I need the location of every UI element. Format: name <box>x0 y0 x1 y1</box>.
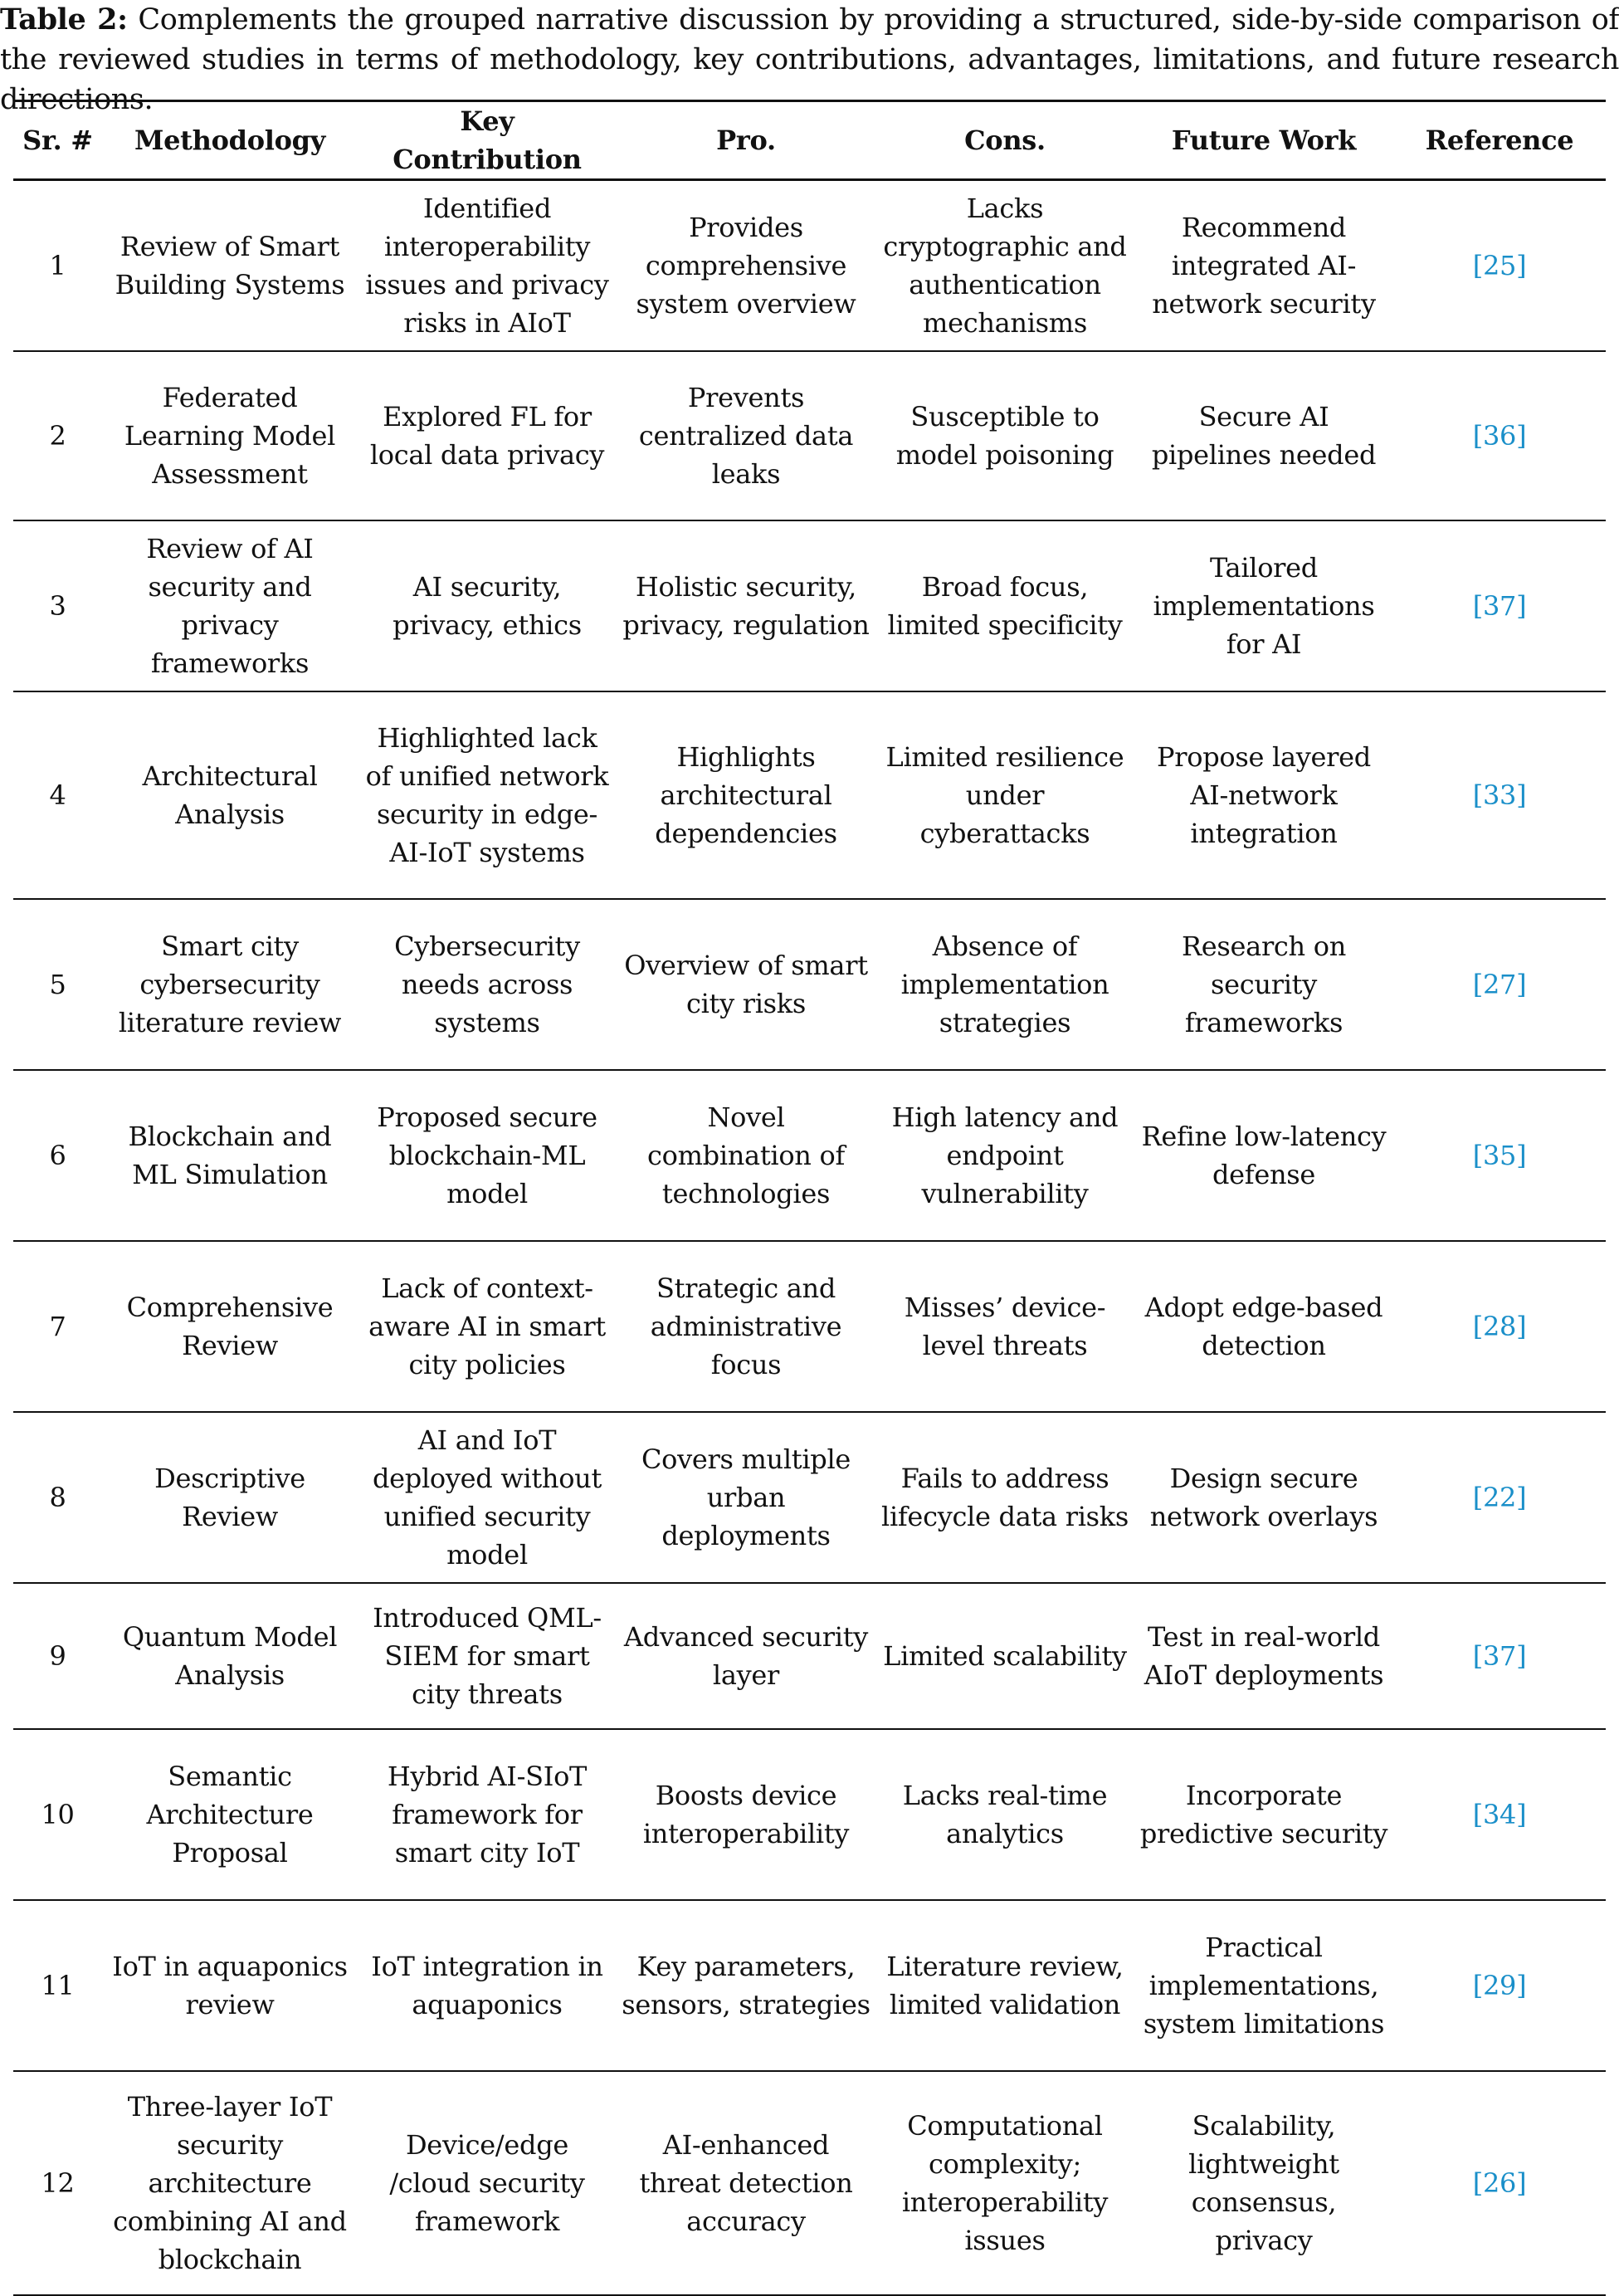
cell-future-work: Secure AI pipelines needed <box>1134 351 1393 520</box>
reference-link[interactable]: 37 <box>1482 589 1517 622</box>
cell-cons: Misses’ device-level threats <box>875 1241 1134 1412</box>
cell-pro: Prevents centralized data leaks <box>617 351 875 520</box>
reference-link[interactable]: 34 <box>1482 1798 1517 1830</box>
reference-link[interactable]: 35 <box>1482 1139 1517 1171</box>
cell-cons: Lacks real-time analytics <box>875 1729 1134 1900</box>
cell-key-contribution: IoT integration in aquaponics <box>358 1900 617 2071</box>
cell-methodology: Three-layer IoT security architecture combining AI and blockchain <box>102 2071 358 2295</box>
cell-future-work: Refine low-latency defense <box>1134 1070 1393 1241</box>
cell-future-work: Scalability, lightweight consensus, privacy <box>1134 2071 1393 2295</box>
cell-cons: Susceptible to model poisoning <box>875 351 1134 520</box>
cell-methodology: Review of AI security and privacy frameworks <box>102 520 358 691</box>
cell-key-contribution: AI security, privacy, ethics <box>358 520 617 691</box>
cell-methodology: Smart city cybersecurity literature review <box>102 899 358 1070</box>
cell-reference: [34] <box>1393 1729 1606 1900</box>
header-key-contribution: Key Contribution <box>358 101 617 180</box>
cell-reference: [33] <box>1393 691 1606 899</box>
cell-pro: AI-enhanced threat detection accuracy <box>617 2071 875 2295</box>
cell-pro: Strategic and administrative focus <box>617 1241 875 1412</box>
cell-pro: Overview of smart city risks <box>617 899 875 1070</box>
cell-methodology: Review of Smart Building Systems <box>102 180 358 351</box>
cell-sr: 1 <box>13 180 102 351</box>
cell-methodology: Quantum Model Analysis <box>102 1583 358 1729</box>
table-row <box>13 1900 1606 2071</box>
reference-link[interactable]: 22 <box>1482 1481 1517 1513</box>
reference-link[interactable]: 29 <box>1482 1969 1517 2001</box>
cell-cons: Absence of implementation strategies <box>875 899 1134 1070</box>
reference-link[interactable]: 26 <box>1482 2167 1517 2199</box>
cell-reference: [27] <box>1393 899 1606 1070</box>
cell-sr: 8 <box>13 1412 102 1583</box>
cell-sr: 10 <box>13 1729 102 1900</box>
cell-reference: [37] <box>1393 520 1606 691</box>
cell-cons: Fails to address lifecycle data risks <box>875 1412 1134 1583</box>
cell-future-work: Test in real-world AIoT deployments <box>1134 1583 1393 1729</box>
cell-sr: 3 <box>13 520 102 691</box>
cell-future-work: Practical implementations, system limitations <box>1134 1900 1393 2071</box>
cell-cons: Limited resilience under cyberattacks <box>875 691 1134 899</box>
cell-sr: 4 <box>13 691 102 899</box>
cell-key-contribution: Device/edge /cloud security framework <box>358 2071 617 2295</box>
cell-key-contribution: Cybersecurity needs across systems <box>358 899 617 1070</box>
cell-reference: [25] <box>1393 180 1606 351</box>
cell-key-contribution: Hybrid AI-SIoT framework for smart city IoT <box>358 1729 617 1900</box>
comparison-table <box>13 100 1606 2296</box>
cell-sr: 7 <box>13 1241 102 1412</box>
cell-methodology: Architectural Analysis <box>102 691 358 899</box>
cell-pro: Novel combination of technologies <box>617 1070 875 1241</box>
cell-sr: 5 <box>13 899 102 1070</box>
table-row <box>13 1241 1606 1412</box>
cell-key-contribution: Identified interoperability issues and privacy risks in AIoT <box>358 180 617 351</box>
reference-link[interactable]: 25 <box>1482 249 1517 281</box>
caption-text: Complements the grouped narrative discussion by providing a structured, side-by-side comparison of the reviewed studies in terms of methodology, key contributions, advantages, limitations, and future research directions. <box>0 3 1619 116</box>
reference-link[interactable]: 36 <box>1482 419 1517 452</box>
cell-key-contribution: AI and IoT deployed without unified security model <box>358 1412 617 1583</box>
cell-cons: Broad focus, limited specificity <box>875 520 1134 691</box>
header-row <box>13 101 1606 180</box>
cell-future-work: Incorporate predictive security <box>1134 1729 1393 1900</box>
table-row <box>13 899 1606 1070</box>
cell-reference: [28] <box>1393 1241 1606 1412</box>
header-sr: Sr. # <box>13 101 102 180</box>
cell-methodology: Semantic Architecture Proposal <box>102 1729 358 1900</box>
header-reference: Reference <box>1393 101 1606 180</box>
cell-key-contribution: Explored FL for local data privacy <box>358 351 617 520</box>
reference-link[interactable]: 33 <box>1482 779 1517 811</box>
cell-cons: Computational complexity; interoperability issues <box>875 2071 1134 2295</box>
cell-methodology: Comprehensive Review <box>102 1241 358 1412</box>
cell-sr: 6 <box>13 1070 102 1241</box>
cell-cons: Lacks cryptographic and authentication mechanisms <box>875 180 1134 351</box>
header-future-work: Future Work <box>1134 101 1393 180</box>
cell-methodology: Descriptive Review <box>102 1412 358 1583</box>
cell-sr: 12 <box>13 2071 102 2295</box>
cell-key-contribution: Proposed secure blockchain-ML model <box>358 1070 617 1241</box>
cell-methodology: Blockchain and ML Simulation <box>102 1070 358 1241</box>
cell-methodology: Federated Learning Model Assessment <box>102 351 358 520</box>
cell-cons: Limited scalability <box>875 1583 1134 1729</box>
cell-pro: Provides comprehensive system overview <box>617 180 875 351</box>
cell-future-work: Propose layered AI-network integration <box>1134 691 1393 899</box>
cell-pro: Holistic security, privacy, regulation <box>617 520 875 691</box>
cell-reference: [37] <box>1393 1583 1606 1729</box>
cell-reference: [22] <box>1393 1412 1606 1583</box>
header-pro: Pro. <box>617 101 875 180</box>
cell-cons: High latency and endpoint vulnerability <box>875 1070 1134 1241</box>
table-row <box>13 1412 1606 1583</box>
cell-future-work: Tailored implementations for AI <box>1134 520 1393 691</box>
header-methodology: Methodology <box>102 101 358 180</box>
table-row <box>13 691 1606 899</box>
cell-cons: Literature review, limited validation <box>875 1900 1134 2071</box>
cell-sr: 2 <box>13 351 102 520</box>
cell-pro: Highlights architectural dependencies <box>617 691 875 899</box>
cell-future-work: Adopt edge-based detection <box>1134 1241 1393 1412</box>
caption-label: Table 2: <box>0 2 128 37</box>
cell-future-work: Design secure network overlays <box>1134 1412 1393 1583</box>
cell-pro: Advanced security layer <box>617 1583 875 1729</box>
cell-key-contribution: Highlighted lack of unified network security in edge-AI-IoT systems <box>358 691 617 899</box>
table-row <box>13 1729 1606 1900</box>
cell-sr: 9 <box>13 1583 102 1729</box>
table-row <box>13 2071 1606 2295</box>
table-row <box>13 1070 1606 1241</box>
table-header <box>13 101 1606 180</box>
cell-reference: [29] <box>1393 1900 1606 2071</box>
table-row <box>13 180 1606 351</box>
reference-link[interactable]: 28 <box>1482 1310 1517 1342</box>
cell-pro: Boosts device interoperability <box>617 1729 875 1900</box>
table-row <box>13 351 1606 520</box>
cell-future-work: Recommend integrated AI-network security <box>1134 180 1393 351</box>
cell-reference: [35] <box>1393 1070 1606 1241</box>
reference-link[interactable]: 27 <box>1482 968 1517 1000</box>
reference-link[interactable]: 37 <box>1482 1639 1517 1672</box>
cell-pro: Covers multiple urban deployments <box>617 1412 875 1583</box>
table-row <box>13 520 1606 691</box>
header-cons: Cons. <box>875 101 1134 180</box>
cell-future-work: Research on security frameworks <box>1134 899 1393 1070</box>
cell-methodology: IoT in aquaponics review <box>102 1900 358 2071</box>
table-body <box>13 180 1606 2295</box>
cell-pro: Key parameters, sensors, strategies <box>617 1900 875 2071</box>
cell-key-contribution: Introduced QML-SIEM for smart city threats <box>358 1583 617 1729</box>
table-row <box>13 1583 1606 1729</box>
cell-reference: [26] <box>1393 2071 1606 2295</box>
cell-key-contribution: Lack of context-aware AI in smart city policies <box>358 1241 617 1412</box>
cell-sr: 11 <box>13 1900 102 2071</box>
cell-reference: [36] <box>1393 351 1606 520</box>
